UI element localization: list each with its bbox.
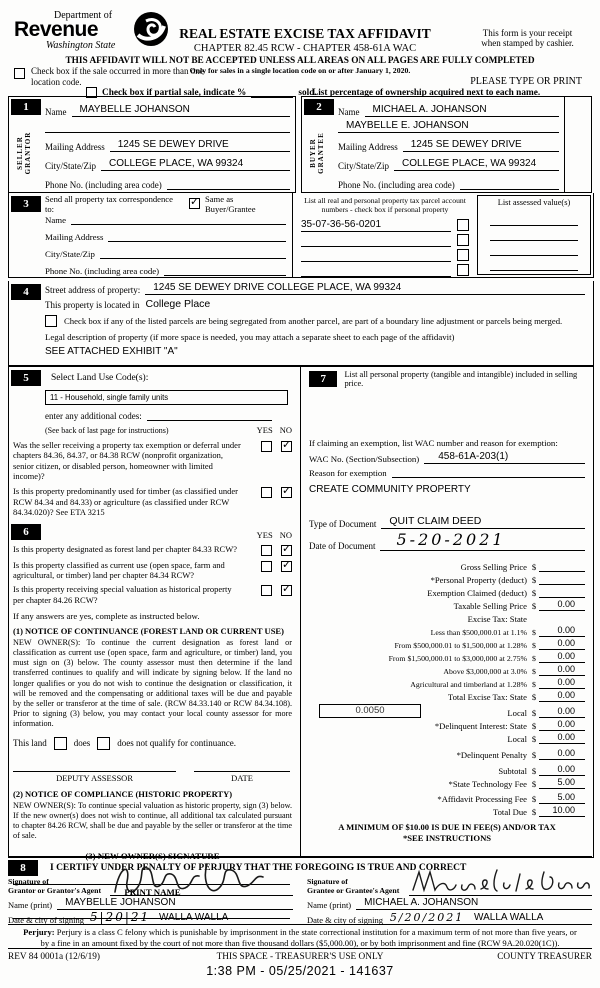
corr-city-field[interactable] xyxy=(100,257,286,259)
additional-codes-field[interactable] xyxy=(147,420,272,421)
continuance-qualify-row: This land does does not qualify for continuance. xyxy=(13,738,236,748)
located-in-value[interactable]: College Place xyxy=(145,298,211,310)
tax-row-excise-header: Excise Tax: State xyxy=(467,614,527,624)
ownership-note: List percentage of ownership acquired next to each name. xyxy=(312,88,541,98)
partial-sale-sold: sold. xyxy=(298,88,317,98)
tax-row-total-due: Total Due $ 10.00 xyxy=(309,804,585,817)
seller-side-label: SELLER GRANTOR xyxy=(15,131,32,175)
section-7-badge: 7 xyxy=(309,371,337,387)
tax-row-tier3: From $1,500,000.01 to $3,000,000 at 2.75% $ 0.00 xyxy=(309,650,585,663)
seller-name-field[interactable]: MAYBELLE JOHANSON xyxy=(72,104,291,117)
section-7-column xyxy=(301,367,593,857)
exemption-note: If claiming an exemption, list WAC number and reason for exemption: xyxy=(309,438,558,448)
buyer-mailing-row: Mailing Address 1245 SE DEWEY DRIVE xyxy=(338,133,559,152)
assessed-field-4[interactable] xyxy=(490,256,578,271)
send-correspondence-row: Send all property tax correspondence to: ✓ Same as Buyer/Grantee xyxy=(45,197,286,210)
ownership-percent-column[interactable] xyxy=(564,97,591,192)
legal-description-value[interactable]: SEE ATTACHED EXHIBIT "A" xyxy=(45,346,178,357)
receipt-note-line1: This form is your receipt xyxy=(482,28,573,38)
personal-property-blank-area[interactable] xyxy=(309,388,585,438)
s6q1-no-checkbox[interactable] xyxy=(281,545,292,556)
tax-delinquent-interest-local-field[interactable]: 0.00 xyxy=(539,732,585,744)
s5q2-no-checkbox[interactable] xyxy=(281,487,292,498)
tax-row-tech-fee: *State Technology Fee $ 5.00 xyxy=(309,776,585,789)
tax-delinquent-interest-state-field[interactable]: 0.00 xyxy=(539,719,585,731)
logo-state-text: Washington State xyxy=(46,40,116,51)
buyer-name-row: Name MICHAEL A. JOHANSON xyxy=(338,100,559,117)
parcel-personal-checkbox-2[interactable] xyxy=(457,234,469,246)
parcel-personal-checkbox-3[interactable] xyxy=(457,249,469,261)
parcel-row-4 xyxy=(301,262,469,277)
notice1-body: NEW OWNER(S): To continue the current designation as forest land or classification as current use (open space, farm and agriculture, or timber) land, you must sign on (3) below. The county assessor must then determine if the land transferred continues to qualify and will indicate by signing below. If the land no longer qualifies or you do not wish to continue the designation or classification, it will be removed and the compensating or additional taxes will be due and payable by the seller or transferor at the time of sale. (RCW 84.33.140 or RCW 84.34.108). Prior to signing (3) below, you may contact your local county assessor for more information. xyxy=(13,637,292,729)
section-3-badge: 3 xyxy=(11,196,41,212)
s6q2-yes-checkbox[interactable] xyxy=(261,561,272,572)
footer-row xyxy=(8,952,592,962)
tax-row-processing-fee: *Affidavit Processing Fee $ 5.00 xyxy=(309,791,585,804)
s5q2-yes-checkbox[interactable] xyxy=(261,487,272,498)
tax-taxable-field[interactable]: 0.00 xyxy=(539,599,585,611)
section6-yesno-header: YES NO xyxy=(256,529,292,540)
logo-revenue-text: Revenue xyxy=(14,18,99,41)
tax-local-field[interactable]: 0.00 xyxy=(539,706,585,718)
acceptance-notice: THIS AFFIDAVIT WILL NOT BE ACCEPTED UNLESS ALL AREAS ON ALL PAGES ARE FULLY COMPLETED xyxy=(65,56,535,66)
reason-value[interactable]: CREATE COMMUNITY PROPERTY xyxy=(309,484,471,495)
parcel-numbers-block xyxy=(293,193,477,277)
seller-phone-row: Phone No. (including area code) xyxy=(45,171,290,190)
tax-tier1-field[interactable]: 0.00 xyxy=(539,625,585,637)
assessed-header: List assessed value(s) xyxy=(497,198,571,207)
tax-gross-field[interactable] xyxy=(539,570,585,572)
tax-tier2-field[interactable]: 0.00 xyxy=(539,638,585,650)
grantee-date-row: Date & city of signing 5/20/2021 WALLA WALLA xyxy=(307,910,592,925)
corr-name-row: Name xyxy=(45,210,286,225)
grantee-city-field[interactable]: WALLA WALLA xyxy=(466,912,592,925)
same-as-buyer-checkbox[interactable] xyxy=(189,198,200,209)
corr-phone-row: Phone No. (including area code) xyxy=(45,259,286,276)
buyer-city-field[interactable]: COLLEGE PLACE, WA 99324 xyxy=(394,158,559,171)
s6q3-yes-checkbox[interactable] xyxy=(261,585,272,596)
buyer-phone-field[interactable] xyxy=(460,188,559,190)
tax-row-delinquent-interest-state: *Delinquent Interest: State $ 0.00 xyxy=(309,718,585,731)
tax-tech-fee-field[interactable]: 5.00 xyxy=(539,777,585,789)
land-does-not-checkbox[interactable] xyxy=(97,737,110,750)
section-8-badge: 8 xyxy=(8,860,38,876)
tax-row-taxable: Taxable Selling Price $ 0.00 xyxy=(309,598,585,611)
assessor-signature-lines xyxy=(13,770,290,772)
section-4-badge: 4 xyxy=(11,284,41,300)
tax-row-total-state: Total Excise Tax: State $ 0.00 xyxy=(309,689,585,702)
deputy-assessor-sign-field[interactable] xyxy=(13,770,176,772)
grantee-signature-field[interactable] xyxy=(409,894,592,896)
local-rate-box[interactable]: 0.0050 xyxy=(319,704,421,718)
minimum-fee-note: A MINIMUM OF $10.00 IS DUE IN FEE(S) AND/OR TAX xyxy=(338,822,556,832)
logo-dept-text: Department of xyxy=(54,10,113,21)
grantee-date-field[interactable]: 5/20/2021 xyxy=(389,911,465,924)
assessed-values-block xyxy=(477,195,591,275)
treasurer-stamp: 1:38 PM - 05/25/2021 - 141637 xyxy=(206,964,394,978)
assessor-date-field[interactable] xyxy=(194,770,290,772)
grantee-signature-row: Signature of Grantee or Grantee's Agent xyxy=(307,876,592,896)
parcel-number-field-1[interactable]: 35-07-36-56-0201 xyxy=(301,219,451,232)
section-5-header xyxy=(11,370,294,386)
if-yes-note: If any answers are yes, complete as instructed below. xyxy=(13,610,200,621)
perjury-notice xyxy=(8,924,592,949)
grantor-signature-field[interactable] xyxy=(110,894,293,896)
buyer-side-label: BUYER GRANTEE xyxy=(308,132,325,174)
doc-date-field[interactable]: 5-20-2021 xyxy=(380,530,585,551)
seller-name2-field[interactable] xyxy=(45,131,290,133)
wac-row: WAC No. (Section/Subsection) 458-61A-203(1) xyxy=(309,448,585,464)
s6-question-1: Is this property designated as forest land per chapter 84.33 RCW? ✓ xyxy=(13,544,292,556)
section-8-region xyxy=(8,856,592,925)
multi-location-row xyxy=(14,66,204,88)
seller-mailing-field[interactable]: 1245 SE DEWEY DRIVE xyxy=(110,139,290,152)
street-address-row: Street address of property: 1245 SE DEWEY DRIVE COLLEGE PLACE, WA 99324 xyxy=(45,281,585,295)
grantee-name-row: Name (print) MICHAEL A. JOHANSON xyxy=(307,896,592,910)
tax-row-tier4: Above $3,000,000 at 3.0% $ 0.00 xyxy=(309,663,585,676)
parcel-number-field-3[interactable] xyxy=(301,260,451,262)
grantor-date-field[interactable]: 5|20|21 xyxy=(89,910,151,924)
tax-tier3-field[interactable]: 0.00 xyxy=(539,651,585,663)
parcel-personal-checkbox-4[interactable] xyxy=(457,264,469,276)
seller-city-row: City/State/Zip COLLEGE PLACE, WA 99324 xyxy=(45,152,290,171)
see-instructions-note: *SEE INSTRUCTIONS xyxy=(402,833,492,843)
tax-tier4-field[interactable]: 0.00 xyxy=(539,664,585,676)
land-use-title: Select Land Use Code(s): xyxy=(51,373,149,383)
seller-name2-row xyxy=(45,117,290,133)
assessor-signature-labels: DEPUTY ASSESSOR DATE xyxy=(56,772,253,783)
assessed-field-3[interactable] xyxy=(490,241,578,256)
parcel-number-field-2[interactable] xyxy=(301,245,451,247)
tax-row-gross: Gross Selling Price $ xyxy=(309,559,585,572)
section-7-header xyxy=(309,370,585,388)
section-4-region xyxy=(8,281,594,369)
grantor-half xyxy=(8,876,303,925)
form-subtitle: CHAPTER 82.45 RCW - CHAPTER 458-61A WAC xyxy=(193,43,417,54)
print-name-label: PRINT NAME xyxy=(124,887,181,898)
form-title: REAL ESTATE EXCISE TAX AFFIDAVIT xyxy=(179,26,431,41)
s6q3-no-checkbox[interactable] xyxy=(281,585,292,596)
tax-total-state-field[interactable]: 0.00 xyxy=(539,690,585,702)
s5q1-yes-checkbox[interactable] xyxy=(261,441,272,452)
treasurer-space-label: THIS SPACE - TREASURER'S USE ONLY xyxy=(216,952,384,962)
grantor-name-print-field[interactable]: MAYBELLE JOHANSON xyxy=(57,897,293,910)
new-owner-signature-title: (3) NEW OWNER(S) SIGNATURE xyxy=(85,851,220,862)
land-use-code-box[interactable]: 11 - Household, single family units xyxy=(45,390,288,405)
s5-question-1: Was the seller receiving a property tax exemption or deferral under chapters 84.36, 84.37, or 84.38 RCW (nonprofit organization, senior citizen, or disabled person, homeowner with limited income)? ✓ xyxy=(13,440,292,481)
multi-location-label: Check box if the sale occurred in more than one location code. xyxy=(31,66,204,87)
form-title-block xyxy=(160,26,450,54)
notice2-title: (2) NOTICE OF COMPLIANCE (HISTORIC PROPERTY) xyxy=(13,788,233,799)
single-location-note: Only for sales in a single location code on or after January 1, 2020. xyxy=(189,66,411,75)
section-6-badge: 6 xyxy=(11,524,41,540)
personal-property-title: List all personal property (tangible and intangible) included in selling price. xyxy=(344,370,578,388)
partial-sale-label: Check box if partial sale, indicate % xyxy=(102,88,247,98)
land-does-checkbox[interactable] xyxy=(54,737,67,750)
section-3-region xyxy=(8,193,594,278)
seller-phone-field[interactable] xyxy=(167,188,290,190)
section-1-badge: 1 xyxy=(11,99,41,115)
tax-row-local: 0.0050 Local $ 0.00 xyxy=(309,702,585,718)
tax-personal-field[interactable] xyxy=(539,583,585,585)
corr-city-row: City/State/Zip xyxy=(45,242,286,259)
doc-type-row: Type of Document QUIT CLAIM DEED xyxy=(309,513,585,529)
corr-mailing-field[interactable] xyxy=(108,240,286,242)
wac-number-field[interactable]: 458-61A-203(1) xyxy=(424,451,585,464)
segregated-checkbox[interactable] xyxy=(45,315,57,327)
grantee-name-print-field[interactable]: MICHAEL A. JOHANSON xyxy=(356,897,592,910)
certify-row xyxy=(8,860,592,876)
tax-row-tier1: Less than $500,000.01 at 1.1% $ 0.00 xyxy=(309,624,585,637)
s6q1-yes-checkbox[interactable] xyxy=(261,545,272,556)
form-header xyxy=(0,0,600,98)
s6q2-no-checkbox[interactable] xyxy=(281,561,292,572)
tax-processing-fee-field[interactable]: 5.00 xyxy=(539,792,585,804)
buyer-name-field[interactable]: MICHAEL A. JOHANSON xyxy=(365,104,560,117)
parcel-row-2 xyxy=(301,232,469,247)
s6-question-3: Is this property receiving special valuation as historical property per chapter 84.26 RCW? ✓ xyxy=(13,584,292,605)
tax-total-due-field[interactable]: 10.00 xyxy=(539,805,585,817)
grantee-half xyxy=(303,876,592,925)
seller-name-row: Name MAYBELLE JOHANSON xyxy=(45,100,290,117)
s5-question-2: Is this property predominantly used for timber (as classified under RCW 84.34 and 84.33) or agriculture (as classified under RCW 84.34.020)? See ETA 3215 ✓ xyxy=(13,486,292,517)
receipt-note-line2: when stamped by cashier. xyxy=(481,38,574,48)
tax-row-personal: *Personal Property (deduct) $ xyxy=(309,572,585,585)
corr-name-field[interactable] xyxy=(71,223,286,225)
grantor-date-row: Date & city of signing 5|20|21 WALLA WALLA xyxy=(8,910,293,925)
section5-yesno-header: YES NO xyxy=(256,425,292,435)
s5q1-no-checkbox[interactable] xyxy=(281,441,292,452)
parcel-number-field-4[interactable] xyxy=(301,275,451,277)
buyer-name2-field[interactable]: MAYBELLE E. JOHANSON xyxy=(338,120,559,133)
rev-number: REV 84 0001a (12/6/19) xyxy=(8,952,101,962)
instructions-yesno-row xyxy=(45,425,292,435)
section-6-header xyxy=(11,524,294,540)
buyer-city-row: City/State/Zip COLLEGE PLACE, WA 99324 xyxy=(338,152,559,171)
buyer-phone-row: Phone No. (including area code) xyxy=(338,171,559,190)
tax-agricultural-field[interactable]: 0.00 xyxy=(539,677,585,689)
tax-correspondence-block xyxy=(9,193,293,277)
seller-city-field[interactable]: COLLEGE PLACE, WA 99324 xyxy=(101,158,290,171)
parcel-row-3 xyxy=(301,247,469,262)
reason-field[interactable] xyxy=(392,476,585,478)
corr-phone-field[interactable] xyxy=(164,274,286,276)
doc-type-field[interactable]: QUIT CLAIM DEED xyxy=(381,515,585,529)
segregated-label: Check box if any of the listed parcels are being segregated from another parcel, are part of a boundary line adjustment or parcels being merged. xyxy=(64,316,563,326)
instructions-note: (See back of last page for instructions) xyxy=(45,426,169,435)
grantor-city-field[interactable]: WALLA WALLA xyxy=(151,912,293,925)
tax-table xyxy=(309,559,585,817)
tax-row-subtotal: Subtotal $ 0.00 xyxy=(309,763,585,776)
type-or-print-label: PLEASE TYPE OR PRINT xyxy=(470,76,582,87)
assessed-field-2[interactable] xyxy=(490,226,578,241)
corr-mailing-row: Mailing Address xyxy=(45,225,286,242)
parcel-row-1 xyxy=(301,216,469,232)
notice1-title: (1) NOTICE OF CONTINUANCE (FOREST LAND OR CURRENT USE) xyxy=(13,625,284,636)
doc-date-row: Date of Document 5-20-2021 xyxy=(309,529,585,551)
receipt-note xyxy=(465,28,590,48)
notice2-body: NEW OWNER(S): To continue special valuation as historic property, sign (3) below. If the new owner(s) does not wish to continue, all additional tax calculated pursuant to chapter 84.26 RCW, shall be due and payable by the seller or transferor at the time of sale. xyxy=(13,800,292,841)
form-footer xyxy=(8,952,592,978)
buyer-name2-row xyxy=(338,117,559,133)
parcel-header: List all real and personal property tax parcel account numbers - check box if personal property xyxy=(304,196,466,215)
additional-codes-row: enter any additional codes: xyxy=(45,409,294,421)
located-in-row: This property is located in College Place xyxy=(45,298,211,310)
seller-section xyxy=(8,96,296,193)
seller-mailing-row: Mailing Address 1245 SE DEWEY DRIVE xyxy=(45,133,290,152)
tax-row-tier2: From $500,000.01 to $1,500,000 at 1.28% $ 0.00 xyxy=(309,637,585,650)
grantor-signature-row: Signature of Grantor or Grantor's Agent xyxy=(8,876,293,896)
segregated-row xyxy=(45,315,585,327)
county-treasurer-label: COUNTY TREASURER xyxy=(497,952,592,962)
reason-row: Reason for exemption xyxy=(309,464,585,478)
parties-region xyxy=(8,96,592,193)
assessed-field-1[interactable] xyxy=(490,210,578,226)
tax-row-delinquent-interest-local: Local $ 0.00 xyxy=(309,731,585,744)
tax-delinquent-penalty-field[interactable]: 0.00 xyxy=(539,748,585,760)
tax-subtotal-field[interactable]: 0.00 xyxy=(539,764,585,776)
street-address-field[interactable]: 1245 SE DEWEY DRIVE COLLEGE PLACE, WA 99324 xyxy=(145,282,585,295)
buyer-section xyxy=(301,96,592,193)
tax-row-agricultural: Agricultural and timberland at 1.28% $ 0.00 xyxy=(309,676,585,689)
tax-row-delinquent-penalty: *Delinquent Penalty $ 0.00 xyxy=(309,747,585,760)
grantor-name-row: Name (print) MAYBELLE JOHANSON xyxy=(8,896,293,910)
buyer-mailing-field[interactable]: 1245 SE DEWEY DRIVE xyxy=(403,139,559,152)
section-5-badge: 5 xyxy=(11,370,41,386)
section-2-badge: 2 xyxy=(304,99,334,115)
s6-question-2: Is this property classified as current use (open space, farm and agricultural, or timber) land per chapter 84.34 RCW? ✓ xyxy=(13,560,292,581)
multi-location-checkbox[interactable] xyxy=(14,68,25,79)
perjury-text: Perjury is a class C felony which is punishable by imprisonment in the state correctional institution for a maximum term of not more than five years, or by a fine in an amount fixed by the court of not more than five thousand dollars ($5,000.00), or by both imprisonment and fine (RCW 9A.20.020(1C)). xyxy=(40,927,577,948)
signature-halves xyxy=(8,876,592,925)
certify-statement: I CERTIFY UNDER PENALTY OF PERJURY THAT THE FOREGOING IS TRUE AND CORRECT xyxy=(50,863,467,873)
tax-exemption-field[interactable] xyxy=(539,596,585,598)
legal-description-label: Legal description of property (if more space is needed, you may attach a separate sheet to each page of the affidavit) xyxy=(45,332,455,342)
tax-row-exemption: Exemption Claimed (deduct) $ xyxy=(309,585,585,598)
parcel-personal-checkbox-1[interactable] xyxy=(457,219,469,231)
perjury-label: Perjury: xyxy=(23,927,55,937)
